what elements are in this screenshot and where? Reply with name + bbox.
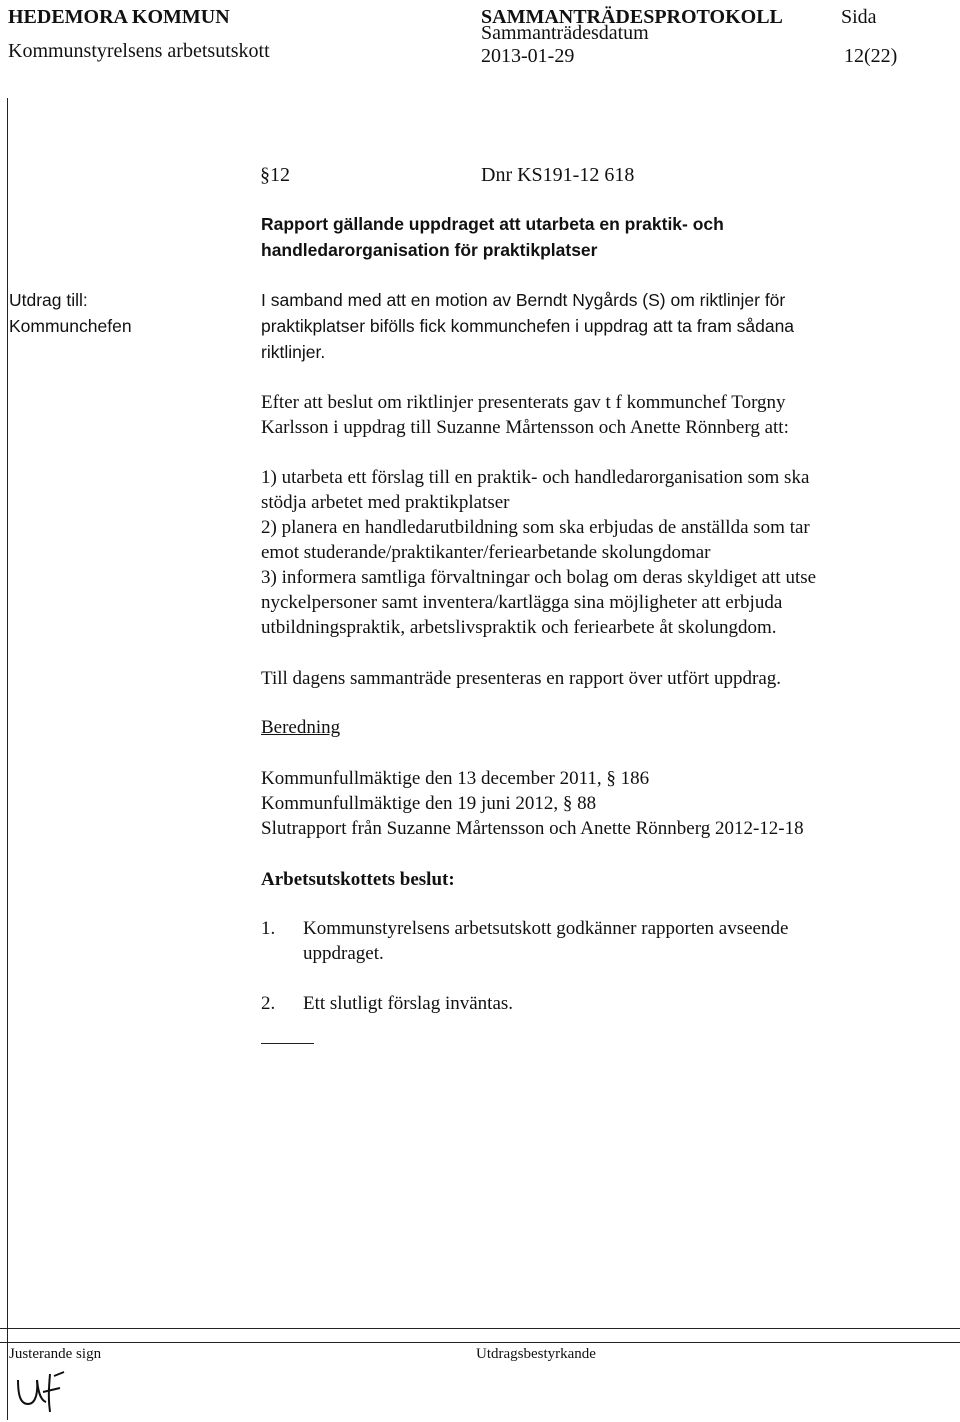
para3: Till dagens sammanträde presenteras en rapport över utfört uppdrag. [261, 668, 782, 689]
para2-line-2: Karlsson i uppdrag till Suzanne Mårtensson och Anette Rönnberg att: [261, 417, 789, 438]
list-line-7: utbildningspraktik, arbetslivspraktik och feriearbete åt skolungdom. [261, 617, 777, 638]
left-margin-line [7, 98, 8, 1420]
beredning-line-2: Kommunfullmäktige den 19 juni 2012, § 88 [261, 793, 597, 814]
list-line-4: emot studerande/praktikanter/feriearbetande skolungdomar [261, 542, 711, 563]
section-title-line-1: Rapport gällande uppdraget att utarbeta en praktik- och [261, 214, 724, 234]
list-line-5: 3) informera samtliga förvaltningar och bolag om deras skyldiget att utse [261, 567, 817, 588]
list-line-1: 1) utarbeta ett förslag till en praktik- och handledarorganisation som ska [261, 467, 810, 488]
beredning-line-3: Slutrapport från Suzanne Mårtensson och Anette Rönnberg 2012-12-18 [261, 818, 804, 839]
certify-label: Utdragsbestyrkande [476, 1346, 596, 1362]
intro-line-2: praktikplatser bifölls fick kommunchefen i uppdrag att ta fram sådana [261, 316, 795, 336]
section-title-line-2: handledarorganisation för praktikplatser [261, 240, 598, 260]
sidebar-label: Utdrag till: [9, 290, 88, 310]
sidebar-recipient: Kommunchefen [9, 316, 132, 336]
dnr: Dnr KS191-12 618 [481, 164, 635, 186]
decision-heading: Arbetsutskottets beslut: [261, 869, 455, 890]
beredning-heading: Beredning [261, 717, 341, 738]
date-label: Sammanträdesdatum [481, 22, 649, 44]
decision-2-number: 2. [261, 993, 276, 1014]
intro-line-3: riktlinjer. [261, 342, 326, 362]
org-name: HEDEMORA KOMMUN [8, 6, 230, 28]
page-label: Sida [841, 6, 877, 28]
meeting-date: 2013-01-29 [481, 45, 575, 67]
section-number: §12 [260, 164, 290, 186]
signature-initials [12, 1368, 72, 1416]
decision-2-line-1: Ett slutligt förslag inväntas. [303, 993, 514, 1014]
list-line-6: nyckelpersoner samt inventera/kartlägga sina möjligheter att erbjuda [261, 592, 783, 613]
list-line-2: stödja arbetet med praktikplatser [261, 492, 510, 513]
decision-1-line-1: Kommunstyrelsens arbetsutskott godkänner rapporten avseende [303, 918, 789, 939]
para2-line-1: Efter att beslut om riktlinjer presenterats gav t f kommunchef Torgny [261, 392, 786, 413]
footer-divider [0, 1328, 960, 1329]
sign-label: Justerande sign [9, 1346, 102, 1362]
beredning-line-1: Kommunfullmäktige den 13 december 2011, § 186 [261, 768, 650, 789]
doc-type: SAMMANTRÄDESPROTOKOLL [481, 6, 783, 28]
intro-line-1: I samband med att en motion av Berndt Nygårds (S) om riktlinjer för [261, 290, 786, 310]
end-dash [261, 1043, 314, 1044]
decision-1-number: 1. [261, 918, 276, 939]
footer-divider-2 [0, 1342, 960, 1343]
dept-name: Kommunstyrelsens arbetsutskott [8, 40, 270, 62]
list-line-3: 2) planera en handledarutbildning som ska erbjudas de anställda som tar [261, 517, 810, 538]
decision-1-line-2: uppdraget. [303, 943, 384, 964]
page-number: 12(22) [844, 45, 898, 67]
